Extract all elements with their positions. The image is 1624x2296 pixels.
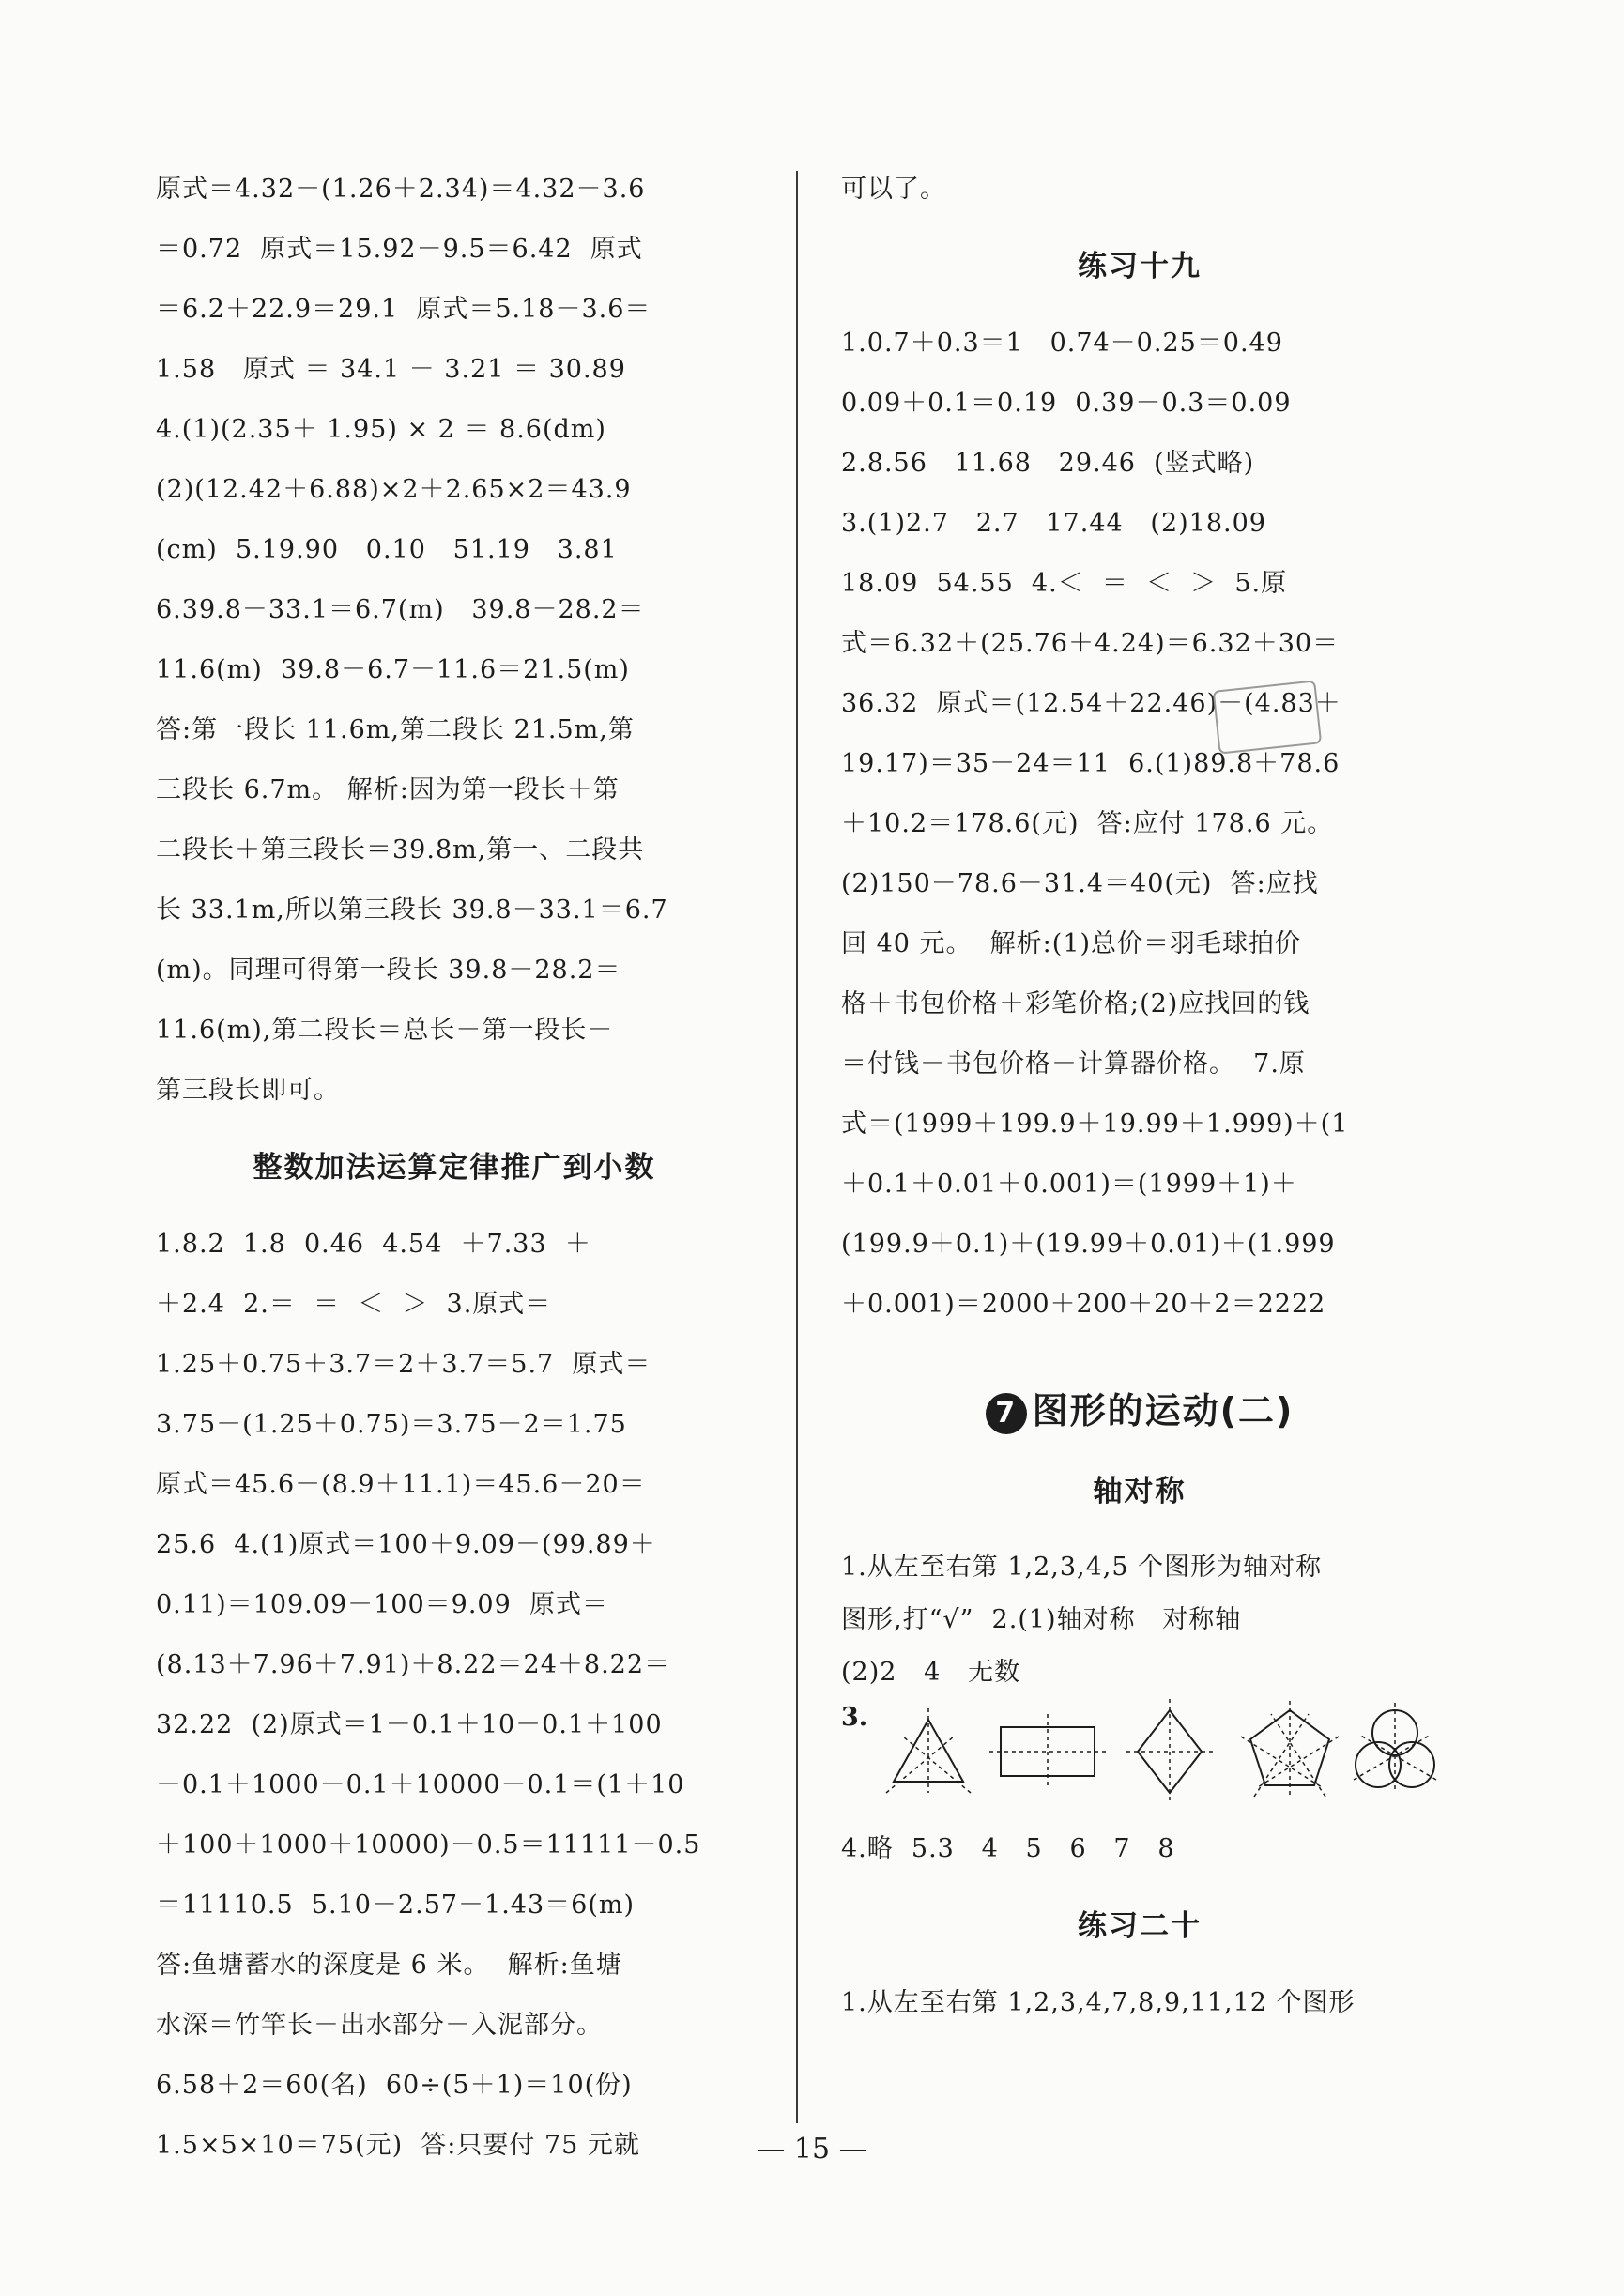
rhombus-figure [1126, 1699, 1213, 1804]
text-line: 二段长＋第三段长＝39.8m,第一、二段共 [156, 835, 645, 865]
text-line: (8.13＋7.96＋7.91)＋8.22＝24＋8.22＝ [156, 1650, 671, 1679]
text-line: －0.1＋1000－0.1＋10000－0.1＝(1＋10 [156, 1770, 685, 1799]
text-line: (cm) 5.19.90 0.10 51.19 3.81 [156, 535, 618, 564]
text-line: 式＝6.32＋(25.76＋4.24)＝6.32＋30＝ [841, 629, 1340, 658]
text-line: 原式＝45.6－(8.9＋11.1)＝45.6－20＝ [156, 1470, 646, 1499]
symmetry-figures-svg [877, 1699, 1440, 1819]
right-answers-block-2 [841, 1541, 1438, 1699]
text-line: 图形,打“√” 2.(1)轴对称 对称轴 [841, 1605, 1242, 1634]
text-line: 1.58 原式 ＝ 34.1 － 3.21 ＝ 30.89 [156, 355, 626, 384]
text-line: ＋10.2＝178.6(元) 答:应付 178.6 元。 [841, 809, 1334, 838]
text-line: ＋100＋1000＋10000)－0.5＝11111－0.5 [156, 1830, 701, 1860]
text-line: 1.5×5×10＝75(元) 答:只要付 75 元就 [156, 2131, 640, 2160]
text-line: 回 40 元。 解析:(1)总价＝羽毛球拍价 [841, 929, 1302, 958]
text-line: 原式＝4.32－(1.26＋2.34)＝4.32－3.6 [156, 175, 646, 204]
text-line: 19.17)＝35－24＝11 6.(1)89.8＋78.6 [841, 749, 1341, 778]
text-line: 4.(1)(2.35＋ 1.95) × 2 ＝ 8.6(dm) [156, 415, 606, 444]
text-line: 25.6 4.(1)原式＝100＋9.09－(99.89＋ [156, 1530, 656, 1559]
text-line: 1.从左至右第 1,2,3,4,5 个图形为轴对称 [841, 1553, 1323, 1582]
text-line: 6.58＋2＝60(名) 60÷(5＋1)＝10(份) [156, 2071, 633, 2100]
text-line: ＝11110.5 5.10－2.57－1.43＝6(m) [156, 1890, 636, 1920]
text-line: 36.32 原式＝(12.54＋22.46)－(4.83＋ [841, 689, 1341, 718]
symmetry-figures [841, 1699, 1438, 1819]
text-line: 答:鱼塘蓄水的深度是 6 米。 解析:鱼塘 [156, 1951, 622, 1980]
text-line: ＝0.72 原式＝15.92－9.5＝6.42 原式 [156, 235, 643, 264]
text-line: 3.(1)2.7 2.7 17.44 (2)18.09 [841, 509, 1266, 538]
three-circles-figure [1354, 1703, 1436, 1793]
text-line: 第三段长即可。 [156, 1076, 340, 1105]
text-line: (2)(12.42＋6.88)×2＋2.65×2＝43.9 [156, 475, 632, 504]
section-heading: 整数加法运算定律推广到小数 [253, 1151, 656, 1185]
text-line: (2)2 4 无数 [841, 1658, 1021, 1687]
text-line: (2)150－78.6－31.4＝40(元) 答:应找 [841, 869, 1319, 898]
triangle-figure [886, 1708, 971, 1793]
text-line: 答:第一段长 11.6m,第二段长 21.5m,第 [156, 715, 635, 744]
text-line: ＋0.001)＝2000＋200＋20＋2＝2222 [841, 1290, 1326, 1319]
figure-label: 3. [841, 1703, 868, 1732]
text-line: 式＝(1999＋199.9＋19.99＋1.999)＋(1 [841, 1110, 1349, 1139]
text-line: 6.39.8－33.1＝6.7(m) 39.8－28.2＝ [156, 595, 645, 624]
text-line: ＝付钱－书包价格－计算器价格。 7.原 [841, 1049, 1306, 1079]
text-line: 11.6(m),第二段长＝总长－第一段长－ [156, 1016, 614, 1045]
text-line: ＝6.2＋22.9＝29.1 原式＝5.18－3.6＝ [156, 295, 651, 324]
section-heading: 轴对称 [1093, 1475, 1187, 1508]
right-answers-block-1 [841, 314, 1438, 1335]
section-heading: 练习十九 [1078, 250, 1202, 283]
text-line: 长 33.1m,所以第三段长 39.8－33.1＝6.7 [156, 895, 668, 925]
rectangle-figure [989, 1714, 1108, 1789]
right-column [841, 160, 1438, 2033]
text-line: 0.11)＝109.09－100＝9.09 原式＝ [156, 1590, 608, 1619]
text-line: 可以了。 [841, 175, 946, 204]
text-line: 水深＝竹竿长－出水部分－入泥部分。 [156, 2011, 603, 2040]
text-line: (199.9＋0.1)＋(19.99＋0.01)＋(1.999 [841, 1230, 1336, 1259]
text-line: 1.8.2 1.8 0.46 4.54 ＋7.33 ＋ [156, 1230, 591, 1259]
text-line: 3.75－(1.25＋0.75)＝3.75－2＝1.75 [156, 1410, 627, 1439]
stamp-logo [1213, 681, 1325, 756]
left-column [156, 160, 753, 2176]
section-heading: 练习二十 [1078, 1909, 1202, 1943]
chapter-title-text: 图形的运动(二) [1032, 1390, 1295, 1431]
chapter-title [841, 1369, 1438, 1453]
text-line: 1.0.7＋0.3＝1 0.74－0.25＝0.49 [841, 329, 1283, 358]
text-line: (m)。同理可得第一段长 39.8－28.2＝ [156, 956, 621, 985]
left-answers-block-1 [156, 160, 753, 1121]
text-line: ＋2.4 2.＝ ＝ ＜ ＞ 3.原式＝ [156, 1290, 552, 1319]
text-line: 0.09＋0.1＝0.19 0.39－0.3＝0.09 [841, 389, 1292, 418]
text-line: ＋0.1＋0.01＋0.001)＝(1999＋1)＋ [841, 1170, 1297, 1199]
left-answers-block-2 [156, 1215, 753, 2176]
text-line: 11.6(m) 39.8－6.7－11.6＝21.5(m) [156, 655, 630, 684]
text-line: 三段长 6.7m。 解析:因为第一段长＋第 [156, 775, 620, 804]
text-line: 1.从左至右第 1,2,3,4,7,8,9,11,12 个图形 [841, 1988, 1356, 2017]
page-number: — 15 — [757, 2133, 867, 2166]
text-line: 1.25＋0.75＋3.7＝2＋3.7＝5.7 原式＝ [156, 1350, 651, 1379]
text-line: 2.8.56 11.68 29.46 (竖式略) [841, 449, 1255, 478]
text-line: 18.09 54.55 4.＜ ＝ ＜ ＞ 5.原 [841, 569, 1288, 598]
text-line: 4.略 5.3 4 5 6 7 8 [841, 1834, 1175, 1863]
text-line: 32.22 (2)原式＝1－0.1＋10－0.1＋100 [156, 1710, 663, 1739]
text-line: 格＋书包价格＋彩笔价格;(2)应找回的钱 [841, 989, 1310, 1018]
pentagon-figure [1241, 1701, 1339, 1797]
chapter-number-badge: 7 [986, 1393, 1027, 1434]
column-divider [796, 171, 798, 2123]
